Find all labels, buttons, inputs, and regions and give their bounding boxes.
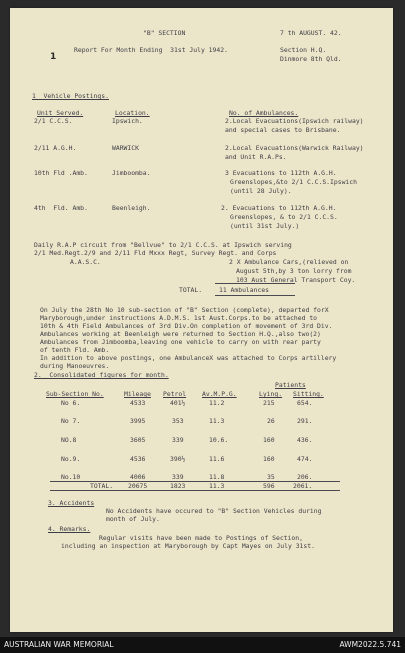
section-location: Dinmore 8th Qld. [280,55,342,63]
table-cell: No.10 [61,473,81,481]
ambulance-cars-line: August 5th,by 3 ton lorry from [236,267,352,275]
table-cell: NO.8 [61,436,77,444]
ambulance-cars-line: 2 X Ambulance Cars,(relieved on [229,258,349,266]
posting-unit: 4th Fld. Amb. [34,204,88,212]
footer-bar [0,637,405,653]
catalogue-reference: AWM2022.5.741 [339,640,401,649]
table-cell: 4533 [130,399,146,407]
posting-ambulances: Greenslopes,&to 2/1 C.C.S.Ipswich [230,178,357,186]
daily-circuit-line: 2/1 Med.Regt.2/9 and 2/11 Fld Mxxx Regt, Survey Regt. and Corps [34,249,277,257]
table-cell: 11.8 [209,473,225,481]
daily-circuit-line: A.A.S.C. [70,258,101,266]
table-cell: 215 [263,399,275,407]
table-cell: 339 [172,473,184,481]
table-cell: 3605 [130,436,146,444]
vehicle-postings-heading: 1 Vehicle Postings. [32,92,109,100]
table-cell: 160 [263,455,275,463]
posting-location: Ipswich. [112,117,143,125]
narrative-line: 10th & 4th Field Ambulances of 3rd Div.On completion of movement of 3rd Div. [40,322,333,330]
accidents-text: No Accidents have occured to "B" Section Vehicles during [106,507,322,515]
table-cell: 390½ [170,455,186,463]
document-page [10,8,393,632]
table-header-cell: Av.M.P.G. [202,390,237,398]
posting-unit: 2/1 C.C.S. [34,117,73,125]
table-cell: 291. [297,417,313,425]
remarks-text: Regular visits have been made to Postings of Section, [99,534,303,542]
narrative-line: Ambulances from Jimboomba,leaving one vehicle to carry on with rear party [40,338,321,346]
table-cell: 11.6 [209,455,225,463]
section-title: "B" SECTION [143,29,186,37]
posting-ambulances: 3 Evacuations to 112th A.G.H. [225,169,337,177]
table-header-cell: Lying. [259,390,283,398]
posting-location: Jimboomba. [112,169,151,177]
institution-name: AUSTRALIAN WAR MEMORIAL [4,640,114,649]
table-cell: 2061. [293,482,313,490]
table-cell: 35 [267,473,275,481]
posting-ambulances: (until 28 July). [230,187,292,195]
ambulance-cars-line: 103 Aust General Transport Coy. [236,276,356,284]
posting-ambulances: 2.Local Evacuations(Warwick Railway) [225,144,364,152]
daily-circuit-line: Daily R.A.P circuit from "Bellvue" to 2/1 C.C.S. at Ipswich serving [34,241,292,249]
narrative-line: Maryborough,under instructions A.D.M.S. 1st Aust.Corps.to be attached to [40,314,318,322]
table-cell: 206. [297,473,313,481]
posting-ambulances: 2. Evacuations to 112th A.G.H. [221,204,337,212]
posting-unit: 2/11 A.G.H. [34,144,77,152]
postings-total-label: TOTAL. [179,286,203,294]
table-total-rule [50,490,340,491]
table-cell: No.9. [61,455,81,463]
col-no-ambulances: No. of Ambulances. [229,109,299,117]
col-unit-served: Unit Served. [37,109,84,117]
posting-ambulances: and Unit R.A.Ps. [225,153,287,161]
report-date: 7 th AUGUST. 42. [280,29,342,37]
table-cell: 436. [297,436,313,444]
table-cell: No 7. [61,417,81,425]
table-header-cell: Mileage [124,390,151,398]
accidents-text: month of July. [106,515,160,523]
posting-ambulances: Greenslopes, & to 2/1 C.C.S. [230,213,338,221]
table-cell: 160 [263,436,275,444]
table-cell: 20675 [128,482,148,490]
posting-location: Beenleigh. [112,204,151,212]
table-cell: No 6. [61,399,81,407]
total-rule [215,283,295,284]
table-header-cell: Petrol [163,390,187,398]
accidents-heading: 3. Accidents [48,499,95,507]
total-rule [215,295,295,296]
table-cell: 401½ [170,399,186,407]
posting-ambulances: and special cases to Brisbane. [225,126,341,134]
table-cell: 26 [267,417,275,425]
table-header-cell: Sub-Section No. [46,390,104,398]
narrative-line: of tenth Fld. Amb. [40,346,110,354]
patients-header: Patients [275,381,306,389]
col-location: Location. [115,109,150,117]
narrative-line: On July the 28th No 10 sub-section of "B" Section (complete), departed forX [40,306,329,314]
table-cell: 1823 [170,482,186,490]
table-cell: 353 [172,417,184,425]
section-hq: Section H.Q. [280,46,327,54]
table-cell: 11.3 [209,482,225,490]
posting-location: WARWICK [112,144,139,152]
posting-ambulances: 2.Local Evacuations(Ipswich railway) [225,117,364,125]
table-cell: 339 [172,436,184,444]
table-cell: 4006 [130,473,146,481]
consolidated-heading: 2. Consolidated figures for month. [34,371,169,379]
table-cell: 3995 [130,417,146,425]
table-cell: 596 [263,482,275,490]
table-cell: 474. [297,455,313,463]
narrative-line: during Manoeuvres. [40,362,110,370]
table-cell: 654. [297,399,313,407]
table-cell: 11.2 [209,399,225,407]
narrative-line: In addition to above postings, one AmbulanceX was attached to Corps artillery [40,354,337,362]
table-cell: 10.6. [209,436,229,444]
narrative-line: Ambulances working at Beenleigh were returned to Section H.Q.,also two(2) [40,330,321,338]
remarks-heading: 4. Remarks. [48,525,91,533]
posting-unit: 10th Fld .Amb. [34,169,88,177]
margin-mark: 1 [50,52,57,62]
table-cell: TOTAL. [90,482,114,490]
remarks-text: including an inspection at Maryborough by Capt Mayes on July 31st. [61,542,315,550]
table-cell: 4536 [130,455,146,463]
report-title: Report For Month Ending 31st July 1942. [74,46,228,54]
table-header-cell: Sitting. [293,390,324,398]
table-cell: 11.3 [209,417,225,425]
postings-total-value: 11 Ambulances [219,286,270,294]
posting-ambulances: (until 31st July.) [230,222,300,230]
